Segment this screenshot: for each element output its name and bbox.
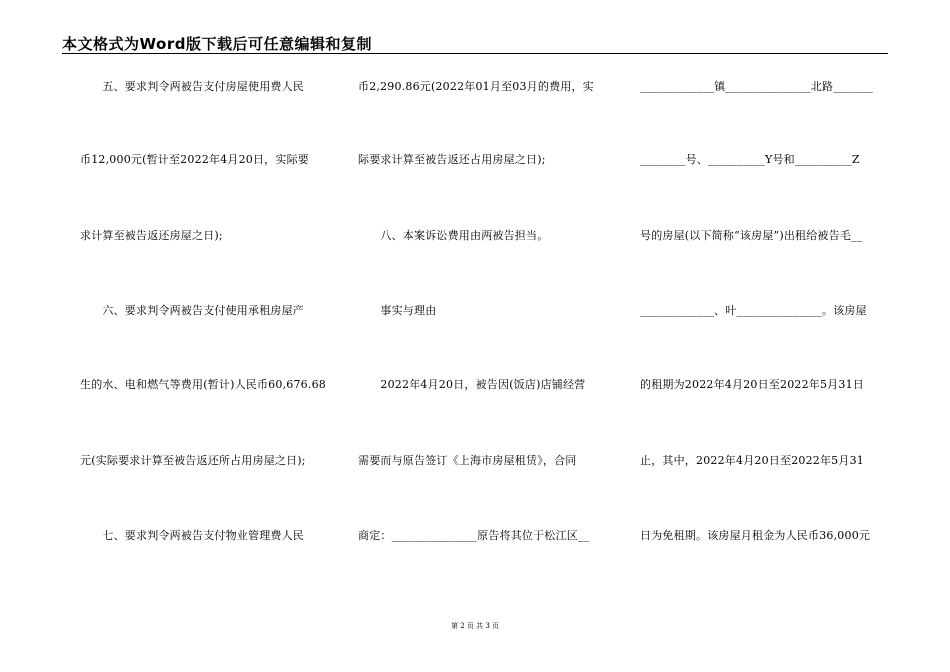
text-line: 八、本案诉讼费用由两被告担当。 [358,229,549,242]
text-line: 号的房屋(以下简称“该房屋”)出租给被告毛__ [640,229,863,242]
text-line: 商定：_______________原告将其位于松江区__ [358,529,590,542]
text-line: 五、要求判令两被告支付房屋使用费人民 [80,80,304,93]
text-line: _____________镇_______________北路_______ [640,80,874,93]
text-line: 际要求计算至被告返还占用房屋之日); [358,153,546,166]
text-line: 币12,000元(暂计至2022年4月20日，实际要 [80,153,309,166]
header-divider [62,53,888,54]
text-line: 求计算至被告返还房屋之日); [80,229,223,242]
text-line: ________号、__________Y号和__________Z [640,153,860,166]
header-title: 本文格式为Word版下载后可任意编辑和复制 [62,35,372,53]
text-line: _____________、叶_______________。该房屋 [640,304,867,317]
text-line: 止，其中，2022年4月20日至2022年5月31 [640,454,864,467]
text-line: 币2,290.86元(2022年01月至03月的费用，实 [358,80,594,93]
text-line: 七、要求判令两被告支付物业管理费人民 [80,529,304,542]
text-line: 需要而与原告签订《上海市房屋租赁》，合同 [358,454,577,467]
text-line: 元(实际要求计算至被告返还所占用房屋之日); [80,454,306,467]
text-line: 的租期为2022年4月20日至2022年5月31日 [640,378,864,391]
text-line: 生的水、电和燃气等费用(暂计)人民币60,676.68 [80,378,326,391]
text-line: 事实与理由 [358,304,437,317]
text-line: 2022年4月20日，被告因(饭店)店铺经营 [358,378,586,391]
page-number: 第 2 页 共 3 页 [450,622,500,630]
text-line: 六、要求判令两被告支付使用承租房屋产 [80,304,304,317]
text-line: 日为免租期。该房屋月租金为人民币36,000元 [640,529,871,542]
